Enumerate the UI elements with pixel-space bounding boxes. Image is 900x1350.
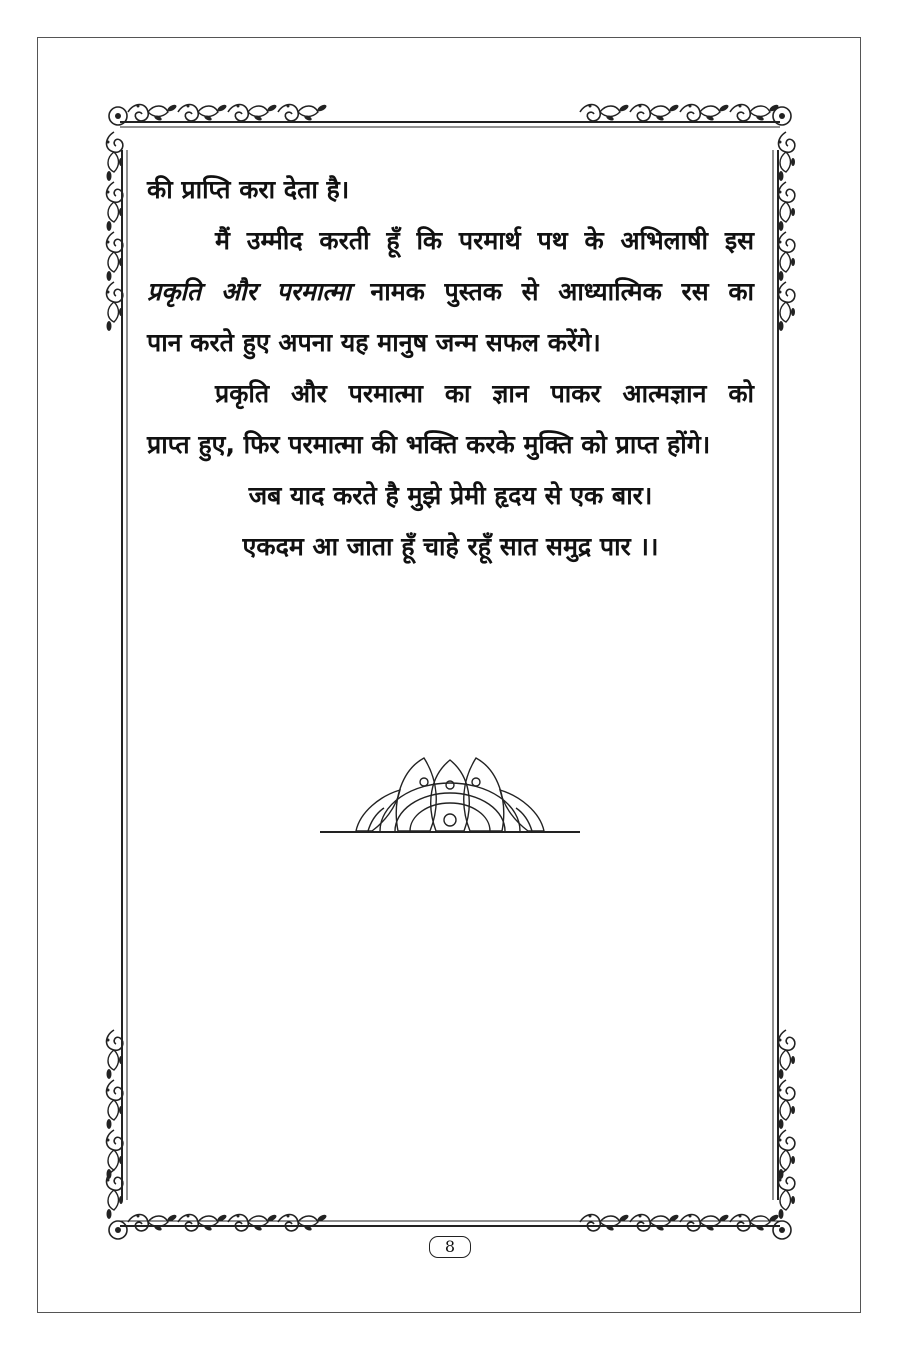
body-line-2: मैं उम्मीद करती हूँ कि परमार्थ पथ के अभिलाषी इस — [215, 226, 754, 255]
book-title-italic: प्रकृति और परमात्मा — [147, 277, 351, 306]
left-side-flourish-top — [107, 132, 124, 331]
left-side-flourish-bottom — [107, 1030, 124, 1219]
body-line-3-rest: नामक पुस्तक से आध्यात्मिक रस का — [350, 277, 754, 306]
body-line-5: प्रकृति और परमात्मा का ज्ञान पाकर आत्मज्ञान को — [215, 379, 754, 408]
body-line-4: पान करते हुए अपना यह मानुष जन्म सफल करेंगे। — [147, 328, 601, 357]
page-number-badge — [429, 1236, 471, 1258]
couplet-line-2: एकदम आ जाता हूँ चाहे रहूँ सात समुद्र पार ।। — [242, 532, 659, 561]
right-side-flourish-bottom — [779, 1030, 796, 1219]
right-side-flourish-top — [779, 132, 796, 331]
mandala-ornament — [320, 758, 580, 832]
body-line-3 — [147, 266, 754, 317]
page-number: 8 — [444, 1237, 456, 1256]
body-line-6: प्राप्त हुए, फिर परमात्मा की भक्ति करके मुक्ति को प्राप्त होंगे। — [147, 430, 711, 459]
body-paragraphs — [147, 164, 754, 572]
body-line-1: की प्राप्ति करा देता है। — [147, 175, 350, 204]
couplet-line-1: जब याद करते है मुझे प्रेमी हृदय से एक बार। — [248, 481, 653, 510]
